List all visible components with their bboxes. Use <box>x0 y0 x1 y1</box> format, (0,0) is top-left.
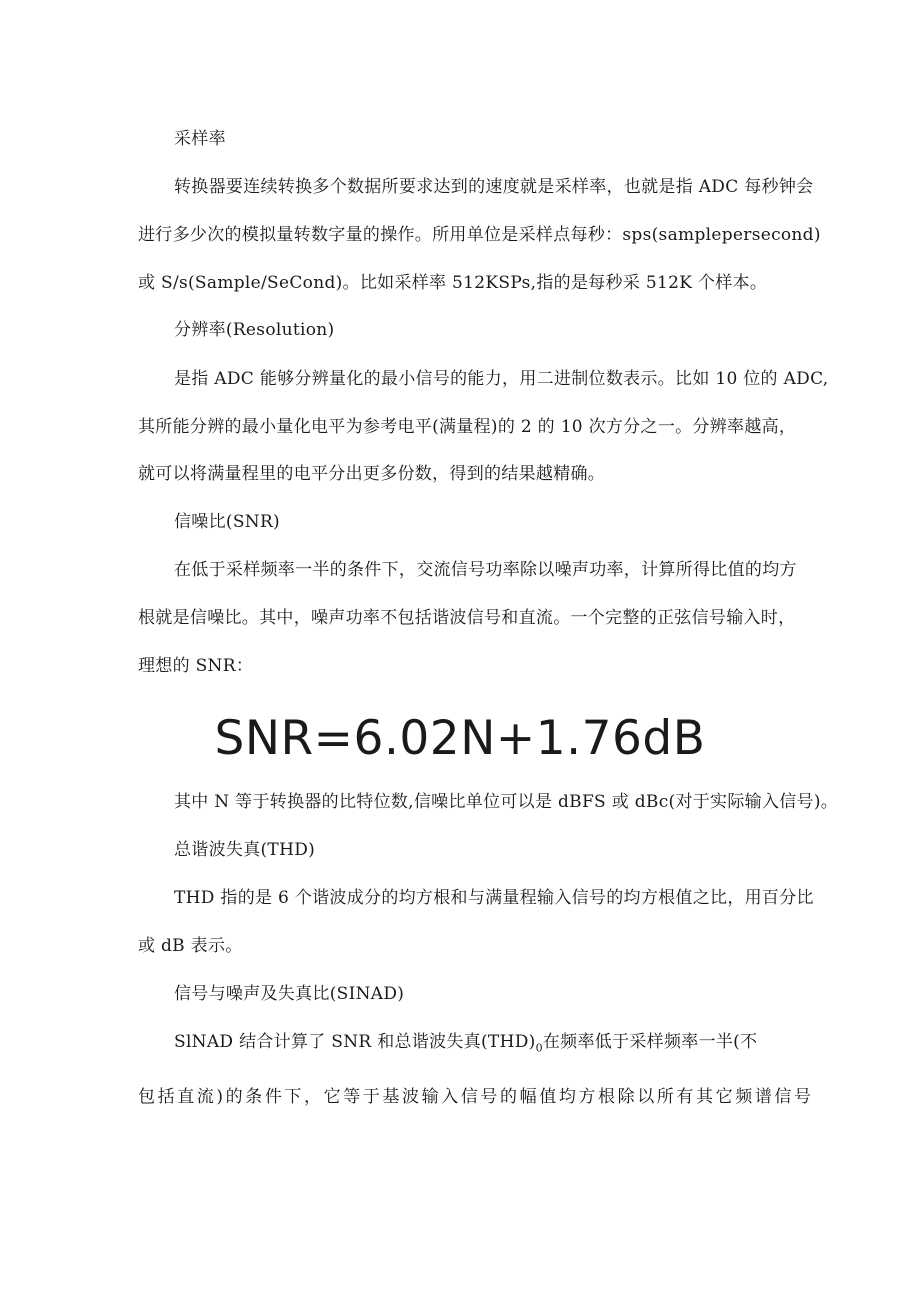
sinad-text-part: SlNAD 结合计算了 SNR 和总谐波失真(THD) <box>174 1032 536 1052</box>
sinad-text-part: 在频率低于采样频率一半(不 <box>542 1032 758 1052</box>
paragraph-line: THD 指的是 6 个谐波成分的均方根和与满量程输入信号的均方根值之比，用百分比 <box>174 888 814 908</box>
paragraph-line: 或 dB 表示。 <box>138 936 243 956</box>
paragraph-line <box>174 1030 757 1060</box>
subscript: 0 <box>535 1041 543 1055</box>
heading-thd: 总谐波失真(THD) <box>174 840 316 860</box>
paragraph-line: 进行多少次的模拟量转数字量的操作。所用单位是采样点每秒：sps(samplepersecond) <box>138 225 821 245</box>
heading-resolution: 分辨率(Resolution) <box>174 320 335 340</box>
paragraph-line: 其所能分辨的最小量化电平为参考电平(满量程)的 2 的 10 次方分之一。分辨率越高， <box>138 417 797 437</box>
paragraph-line: 就可以将满量程里的电平分出更多份数，得到的结果越精确。 <box>138 464 606 484</box>
paragraph-line: 在低于采样频率一半的条件下，交流信号功率除以噪声功率，计算所得比值的均方 <box>174 560 797 580</box>
paragraph-line: 转换器要连续转换多个数据所要求达到的速度就是采样率，也就是指 ADC 每秒钟会 <box>174 177 814 197</box>
paragraph-line: 是指 ADC 能够分辨量化的最小信号的能力，用二进制位数表示。比如 10 位的 ADC, <box>174 369 829 389</box>
heading-sinad: 信号与噪声及失真比(SINAD) <box>174 984 405 1004</box>
heading-snr: 信噪比(SNR) <box>174 512 280 532</box>
paragraph-line: 理想的 SNR： <box>138 656 254 676</box>
snr-formula: SNR=6.02N+1.76dB <box>214 711 706 766</box>
paragraph-line: 其中 N 等于转换器的比特位数,信噪比单位可以是 dBFS 或 dBc(对于实际输入信号)。 <box>174 792 839 812</box>
paragraph-line: 或 S/s(Sample/SeCond)。比如采样率 512KSPs,指的是每秒采 512K 个样本。 <box>138 273 768 293</box>
paragraph-line: 根就是信噪比。其中，噪声功率不包括谐波信号和直流。一个完整的正弦信号输入时， <box>138 608 796 628</box>
paragraph-line: 包括直流)的条件下，它等于基波输入信号的幅值均方根除以所有其它频谱信号 <box>138 1087 814 1107</box>
heading-sample-rate: 采样率 <box>174 129 226 149</box>
